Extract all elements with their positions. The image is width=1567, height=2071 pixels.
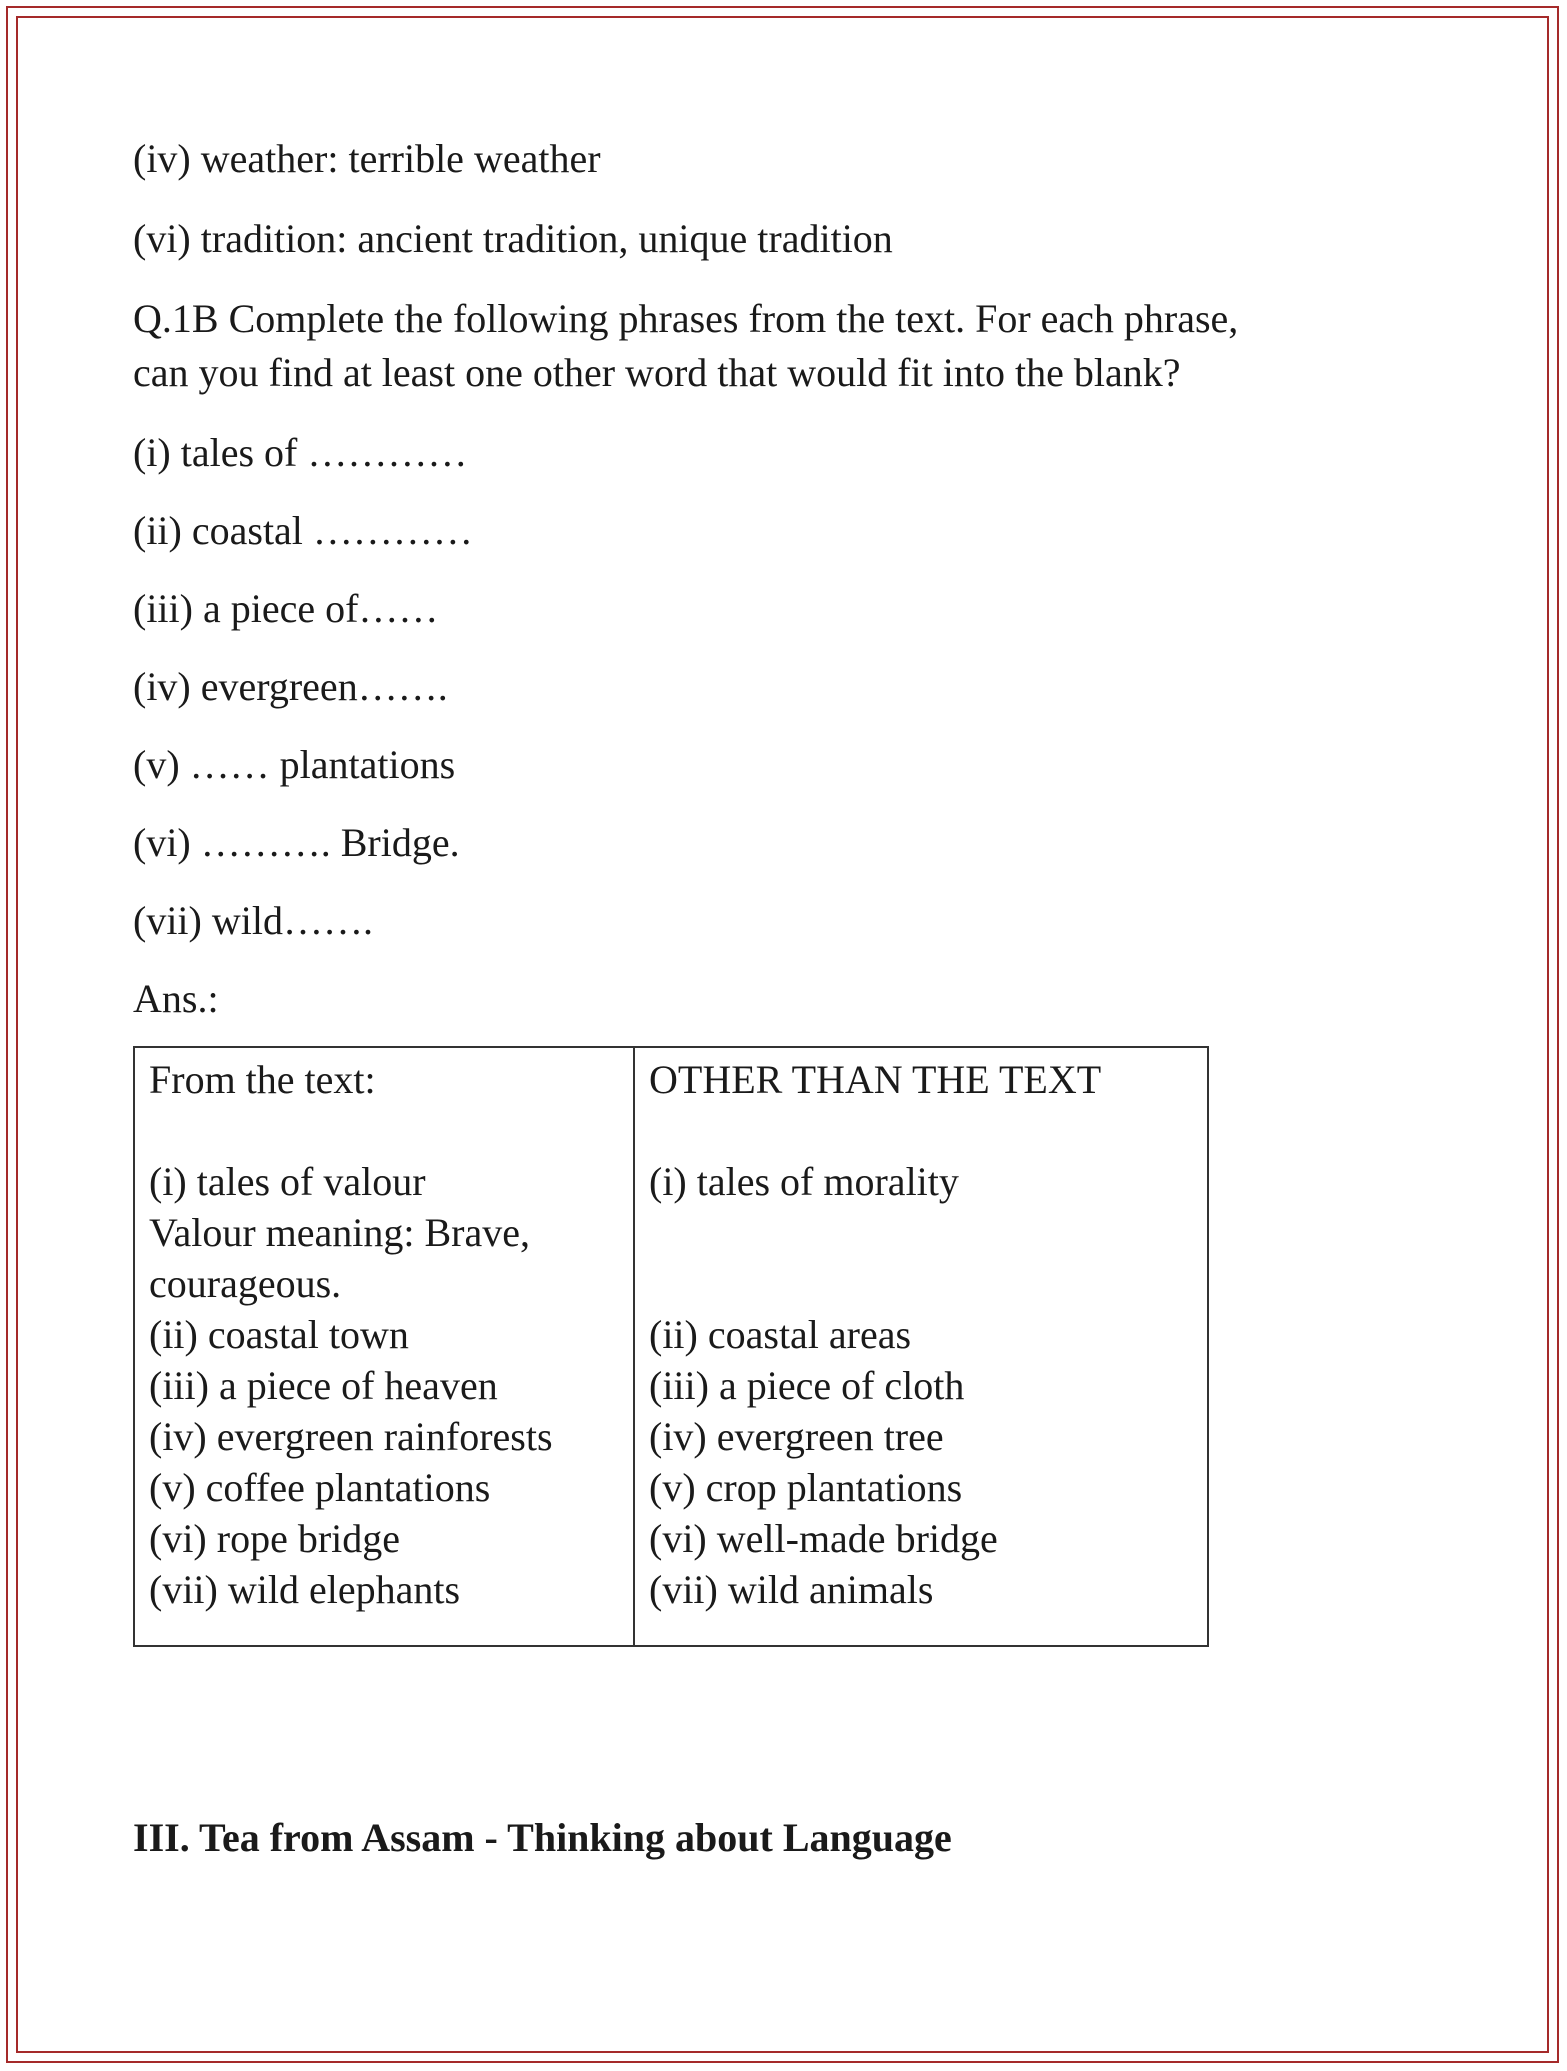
phrase-item-5: (v) …… plantations bbox=[133, 742, 456, 787]
table-header-other-than-text: OTHER THAN THE TEXT bbox=[649, 1057, 1102, 1102]
table-right-item-9: (vii) wild animals bbox=[649, 1567, 934, 1612]
table-left-item-8: (vi) rope bridge bbox=[149, 1516, 401, 1561]
phrase-item-3: (iii) a piece of…… bbox=[133, 586, 439, 631]
phrase-item-2: (ii) coastal ………… bbox=[133, 508, 473, 553]
question-q1b bbox=[133, 292, 1433, 400]
table-right-item-7: (v) crop plantations bbox=[649, 1465, 963, 1510]
table-right-item-8: (vi) well-made bridge bbox=[649, 1516, 998, 1561]
table-left-item-1: (i) tales of valour bbox=[149, 1159, 426, 1204]
phrase-item-7: (vii) wild……. bbox=[133, 898, 373, 943]
table-row bbox=[134, 1047, 1208, 1646]
table-right-item-6: (iv) evergreen tree bbox=[649, 1414, 944, 1459]
table-right-item-4: (ii) coastal areas bbox=[649, 1312, 912, 1357]
phrase-item-6: (vi) ………. Bridge. bbox=[133, 820, 460, 865]
answer-line-weather: (iv) weather: terrible weather bbox=[133, 136, 601, 181]
table-cell-from-text bbox=[134, 1047, 634, 1646]
table-header-from-text: From the text: bbox=[149, 1057, 376, 1102]
answer-label: Ans.: bbox=[133, 976, 219, 1021]
document-body bbox=[133, 132, 1433, 1647]
phrase-item-4: (iv) evergreen……. bbox=[133, 664, 448, 709]
question-q1b-line1: Q.1B Complete the following phrases from the text. For each phrase, bbox=[133, 296, 1239, 341]
table-right-item-5: (iii) a piece of cloth bbox=[649, 1363, 965, 1408]
section-heading: III. Tea from Assam - Thinking about Language bbox=[133, 1815, 952, 1860]
table-left-item-5: (iii) a piece of heaven bbox=[149, 1363, 498, 1408]
question-q1b-line2: can you find at least one other word that would fit into the blank? bbox=[133, 350, 1181, 395]
table-cell-other-than-text bbox=[634, 1047, 1208, 1646]
table-left-item-3: courageous. bbox=[149, 1261, 342, 1306]
table-right-item-1: (i) tales of morality bbox=[649, 1159, 959, 1204]
table-left-item-9: (vii) wild elephants bbox=[149, 1567, 461, 1612]
table-left-item-4: (ii) coastal town bbox=[149, 1312, 409, 1357]
table-left-item-6: (iv) evergreen rainforests bbox=[149, 1414, 553, 1459]
table-left-item-2: Valour meaning: Brave, bbox=[149, 1210, 530, 1255]
answer-table bbox=[133, 1046, 1209, 1647]
answer-line-tradition: (vi) tradition: ancient tradition, unique tradition bbox=[133, 216, 893, 261]
table-left-item-7: (v) coffee plantations bbox=[149, 1465, 491, 1510]
phrase-item-1: (i) tales of ………… bbox=[133, 430, 468, 475]
